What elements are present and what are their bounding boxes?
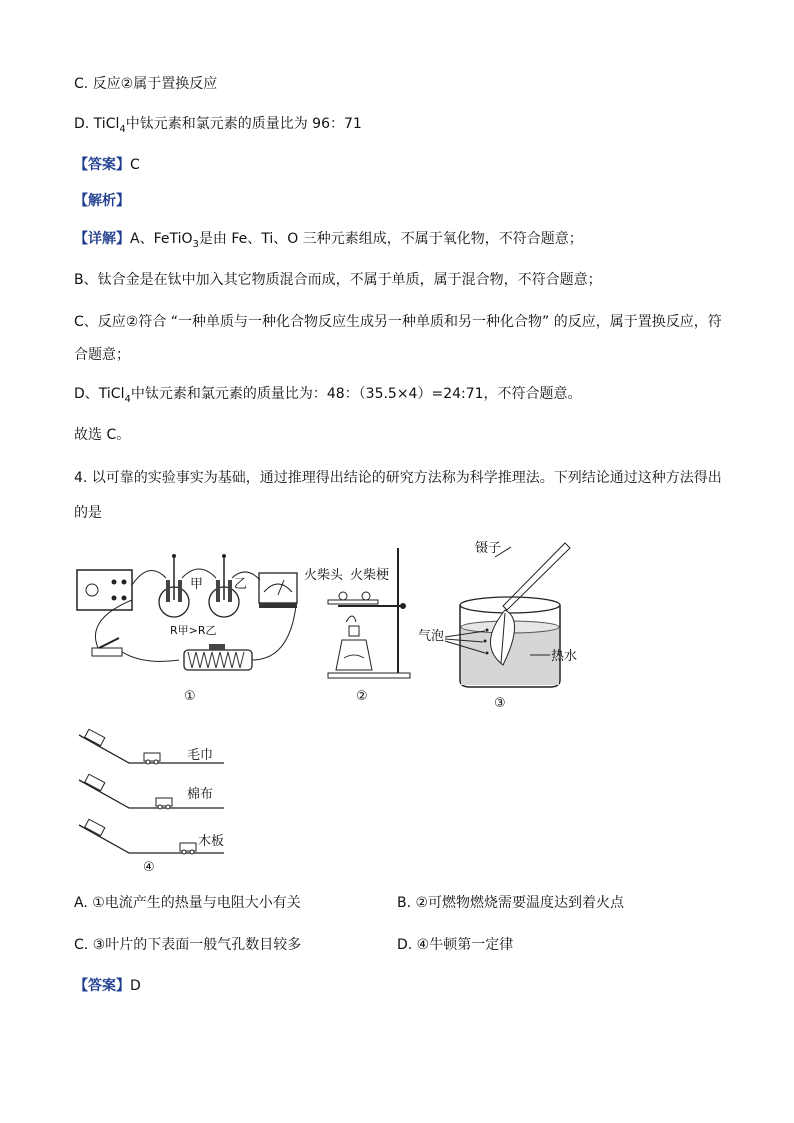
circuit-diagram [74,540,304,705]
option-d-prefix: D. TiCl [74,116,120,132]
figure-3-number: ③ [494,696,506,711]
detail-d-suffix: 中钛元素和氯元素的质量比为：48：（35.5×4）=24:71，不符合题意。 [130,386,582,402]
option-c-text: C. 反应②属于置换反应 [74,76,218,92]
analysis-tag: 【解析】 [74,193,130,209]
leaf-diagram [415,535,585,710]
surface-towel-label: 毛巾 [187,748,214,763]
answer-value: C [130,157,140,173]
detail-line-d [74,384,582,410]
flask-jia-label: 甲 [190,577,204,592]
choice-c: C. ③叶片的下表面一般气孔数目较多 [74,937,302,953]
detail-a-suffix: 是由 Fe、Ti、O 三种元素组成，不属于氧化物，不符合题意； [198,231,583,247]
option-d-text [74,114,362,140]
match-head-label: 火柴头 [304,568,344,583]
figure-4-number: ④ [143,860,155,875]
flask-yi-label: 乙 [234,577,248,592]
choose-line: 故选 C。 [74,427,131,443]
option-d-suffix: 中钛元素和氯元素的质量比为 96：71 [125,116,362,132]
inclines-diagram [74,725,249,875]
bubbles-label: 气泡 [418,629,445,644]
resistance-relation: R甲>R乙 [170,624,217,637]
answer-2-value: D [130,978,141,994]
detail-line-c2: 合题意； [74,347,130,363]
answer-line-2 [74,976,141,996]
figure-1-number: ① [184,689,196,704]
detail-a-subscript: 3 [192,238,199,250]
answer-line-1 [74,155,140,175]
hot-water-label: 热水 [551,649,578,664]
figure-2-combustion [304,540,428,705]
choice-a: A. ①电流产生的热量与电阻大小有关 [74,895,301,911]
answer-tag: 【答案】 [74,157,130,173]
detail-line-b: B、钛合金是在钛中加入其它物质混合而成，不属于单质，属于混合物，不符合题意； [74,272,602,288]
choice-d: D. ④牛顿第一定律 [397,937,514,953]
figure-1-circuit [74,540,304,705]
combustion-diagram [304,540,428,705]
question-4-line-1: 4. 以可靠的实验事实为基础，通过推理得出结论的研究方法称为科学推理法。下列结论通过这种方法得出 [74,470,722,486]
detail-a-prefix: A、FeTiO [130,231,193,247]
tweezers-label: 镊子 [475,541,502,556]
surface-cotton-label: 棉布 [187,787,214,802]
detail-d-prefix: D、TiCl [74,386,125,402]
choice-b: B. ②可燃物燃烧需要温度达到着火点 [397,895,625,911]
answer-2-tag: 【答案】 [74,978,130,994]
option-d-subscript: 4 [119,123,126,135]
figure-2-number: ② [356,689,368,704]
detail-tag: 【详解】 [74,231,130,247]
analysis-line [74,191,130,211]
detail-line-a [74,229,583,255]
detail-d-subscript: 4 [124,393,131,405]
detail-line-c1: C、反应②符合 “一种单质与一种化合物反应生成另一种单质和另一种化合物” 的反应，属于置换反应，符 [74,314,722,330]
surface-wood-label: 木板 [198,834,225,849]
question-4-line-2: 的是 [74,505,102,521]
match-stick-label: 火柴梗 [350,568,390,583]
figure-4-inclines [74,725,249,875]
figure-3-leaf [415,535,585,710]
